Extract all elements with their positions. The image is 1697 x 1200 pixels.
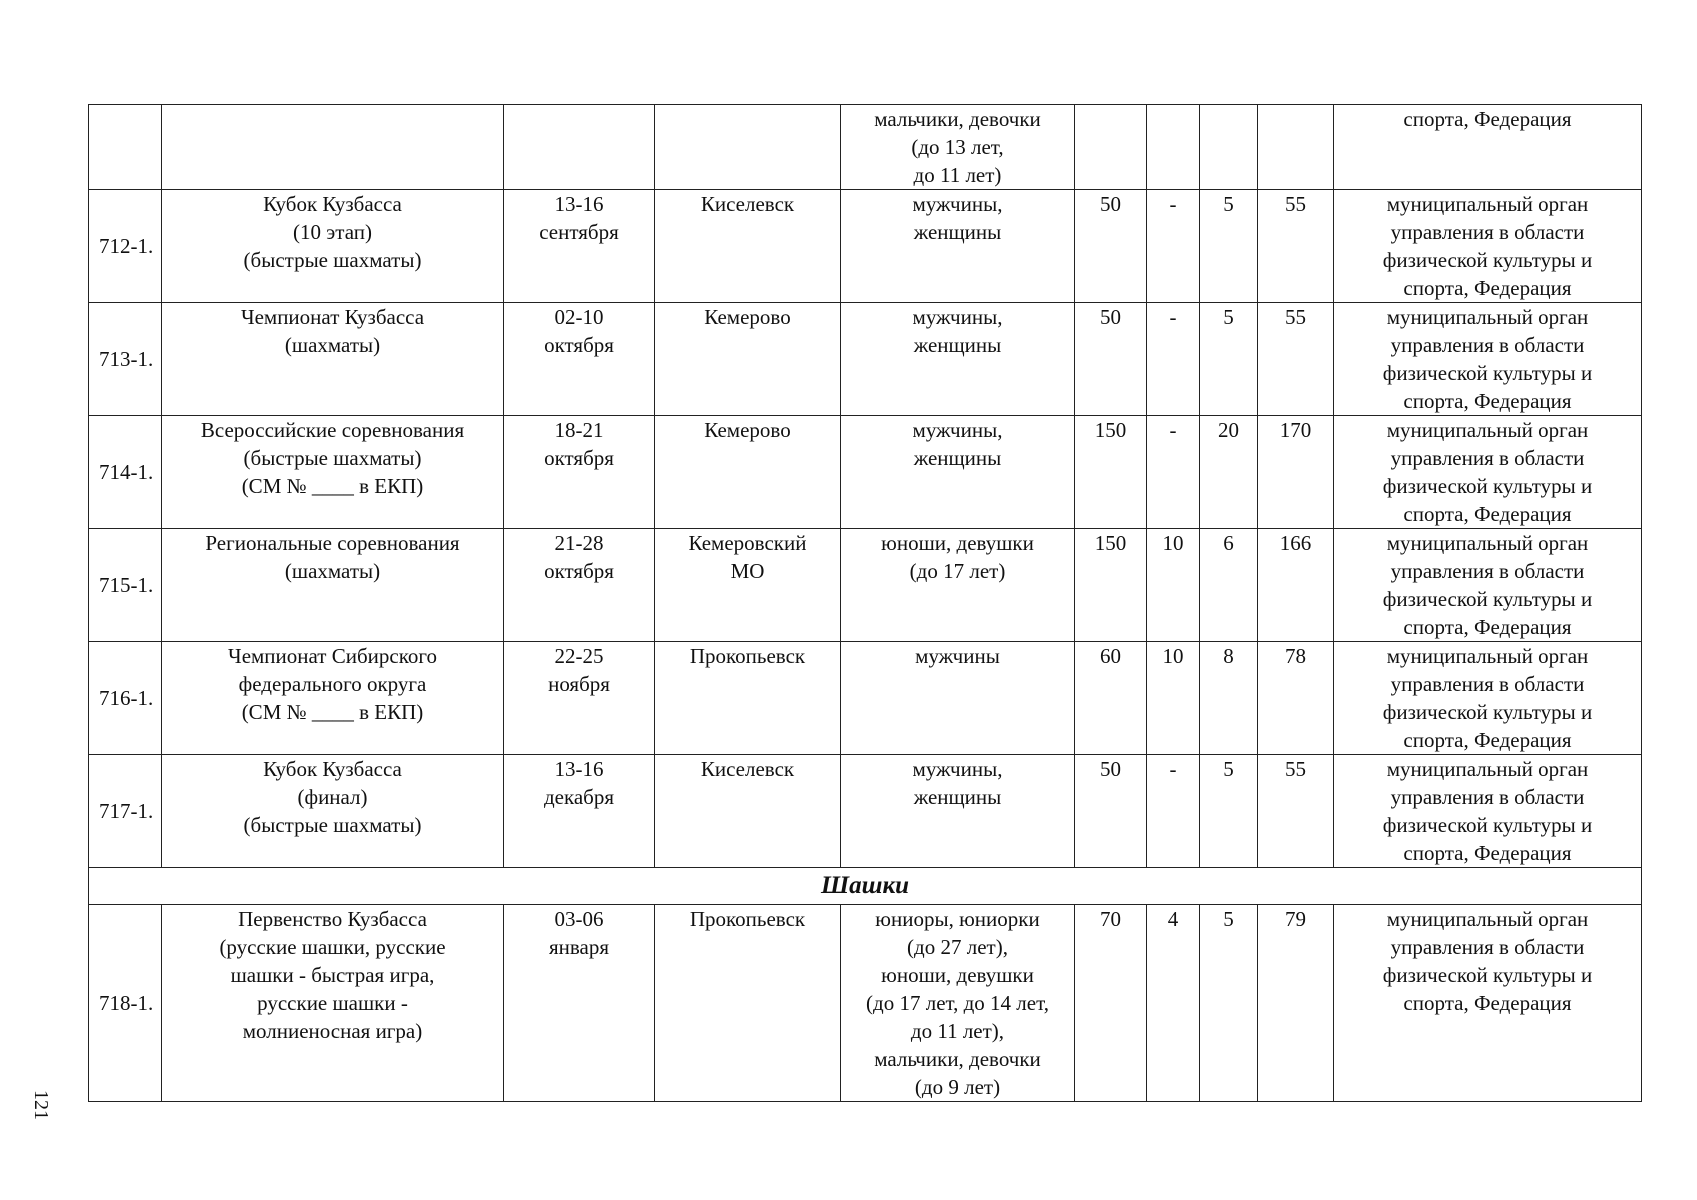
cell-participants: мужчины, женщины [841, 303, 1075, 416]
table-row [89, 303, 1642, 416]
cell-participants: мальчики, девочки (до 13 лет, до 11 лет) [841, 105, 1075, 190]
cell-participants: мужчины, женщины [841, 755, 1075, 868]
cell-organizer: муниципальный орган управления в области физической культуры и спорта, Федерация [1334, 416, 1642, 529]
table-row [89, 755, 1642, 868]
section-header-row [89, 868, 1642, 905]
cell-event-name: Всероссийские соревнования (быстрые шахматы) (СМ № ____ в ЕКП) [162, 416, 504, 529]
cell-event-name: Региональные соревнования (шахматы) [162, 529, 504, 642]
cell-count-3: 5 [1200, 303, 1258, 416]
cell-count-2: - [1147, 303, 1200, 416]
cell-count-1: 150 [1075, 529, 1147, 642]
cell-count-1: 70 [1075, 905, 1147, 1102]
cell-event-name: Первенство Кузбасса (русские шашки, русские шашки - быстрая игра, русские шашки - молниеносная игра) [162, 905, 504, 1102]
cell-dates [504, 105, 655, 190]
cell-event-name: Кубок Кузбасса (финал) (быстрые шахматы) [162, 755, 504, 868]
cell-count-3: 5 [1200, 190, 1258, 303]
cell-count-2: - [1147, 416, 1200, 529]
table-body [89, 105, 1642, 1102]
table-row [89, 642, 1642, 755]
cell-count-3: 5 [1200, 905, 1258, 1102]
cell-number: 717-1. [89, 755, 162, 868]
table-row [89, 529, 1642, 642]
cell-dates: 13-16 сентября [504, 190, 655, 303]
cell-dates: 21-28 октября [504, 529, 655, 642]
cell-count-total: 55 [1258, 303, 1334, 416]
table-row [89, 416, 1642, 529]
cell-number: 716-1. [89, 642, 162, 755]
cell-place: Кемерово [655, 303, 841, 416]
cell-event-name: Чемпионат Сибирского федерального округа (СМ № ____ в ЕКП) [162, 642, 504, 755]
cell-count-total: 170 [1258, 416, 1334, 529]
cell-place: Прокопьевск [655, 642, 841, 755]
cell-place: Прокопьевск [655, 905, 841, 1102]
cell-count-total [1258, 105, 1334, 190]
cell-place [655, 105, 841, 190]
cell-count-2: 10 [1147, 529, 1200, 642]
cell-organizer: муниципальный орган управления в области физической культуры и спорта, Федерация [1334, 755, 1642, 868]
cell-number: 714-1. [89, 416, 162, 529]
cell-number: 718-1. [89, 905, 162, 1102]
cell-event-name [162, 105, 504, 190]
cell-count-total: 78 [1258, 642, 1334, 755]
cell-count-2: - [1147, 190, 1200, 303]
cell-count-2 [1147, 105, 1200, 190]
cell-count-1: 150 [1075, 416, 1147, 529]
cell-dates: 22-25 ноября [504, 642, 655, 755]
cell-number [89, 105, 162, 190]
cell-count-3 [1200, 105, 1258, 190]
cell-participants: мужчины, женщины [841, 416, 1075, 529]
cell-organizer: муниципальный орган управления в области физической культуры и спорта, Федерация [1334, 190, 1642, 303]
cell-count-3: 8 [1200, 642, 1258, 755]
cell-count-total: 79 [1258, 905, 1334, 1102]
table-row [89, 190, 1642, 303]
cell-dates: 18-21 октября [504, 416, 655, 529]
cell-participants: юниоры, юниорки (до 27 лет), юноши, девушки (до 17 лет, до 14 лет, до 11 лет), мальчики, девочки (до 9 лет) [841, 905, 1075, 1102]
cell-count-1: 60 [1075, 642, 1147, 755]
cell-count-2: - [1147, 755, 1200, 868]
cell-organizer: муниципальный орган управления в области физической культуры и спорта, Федерация [1334, 642, 1642, 755]
cell-count-total: 166 [1258, 529, 1334, 642]
cell-place: Киселевск [655, 190, 841, 303]
cell-dates: 02-10 октября [504, 303, 655, 416]
cell-organizer: муниципальный орган управления в области физической культуры и спорта, Федерация [1334, 529, 1642, 642]
cell-count-1: 50 [1075, 755, 1147, 868]
cell-count-1 [1075, 105, 1147, 190]
page-number: 121 [30, 1090, 52, 1120]
cell-number: 713-1. [89, 303, 162, 416]
cell-count-2: 4 [1147, 905, 1200, 1102]
cell-count-2: 10 [1147, 642, 1200, 755]
cell-count-1: 50 [1075, 303, 1147, 416]
cell-count-3: 20 [1200, 416, 1258, 529]
cell-event-name: Чемпионат Кузбасса (шахматы) [162, 303, 504, 416]
cell-count-1: 50 [1075, 190, 1147, 303]
cell-organizer: спорта, Федерация [1334, 105, 1642, 190]
cell-participants: юноши, девушки (до 17 лет) [841, 529, 1075, 642]
events-table [88, 104, 1642, 1102]
cell-dates: 13-16 декабря [504, 755, 655, 868]
cell-organizer: муниципальный орган управления в области физической культуры и спорта, Федерация [1334, 303, 1642, 416]
cell-place: Кемеровский МО [655, 529, 841, 642]
cell-count-total: 55 [1258, 755, 1334, 868]
cell-place: Киселевск [655, 755, 841, 868]
section-title: Шашки [89, 868, 1642, 905]
cell-participants: мужчины, женщины [841, 190, 1075, 303]
cell-count-3: 5 [1200, 755, 1258, 868]
table-row-continuation [89, 105, 1642, 190]
cell-organizer: муниципальный орган управления в области физической культуры и спорта, Федерация [1334, 905, 1642, 1102]
cell-participants: мужчины [841, 642, 1075, 755]
cell-number: 712-1. [89, 190, 162, 303]
cell-event-name: Кубок Кузбасса (10 этап) (быстрые шахматы) [162, 190, 504, 303]
cell-number: 715-1. [89, 529, 162, 642]
cell-dates: 03-06 января [504, 905, 655, 1102]
cell-count-total: 55 [1258, 190, 1334, 303]
table-row [89, 905, 1642, 1102]
cell-count-3: 6 [1200, 529, 1258, 642]
cell-place: Кемерово [655, 416, 841, 529]
